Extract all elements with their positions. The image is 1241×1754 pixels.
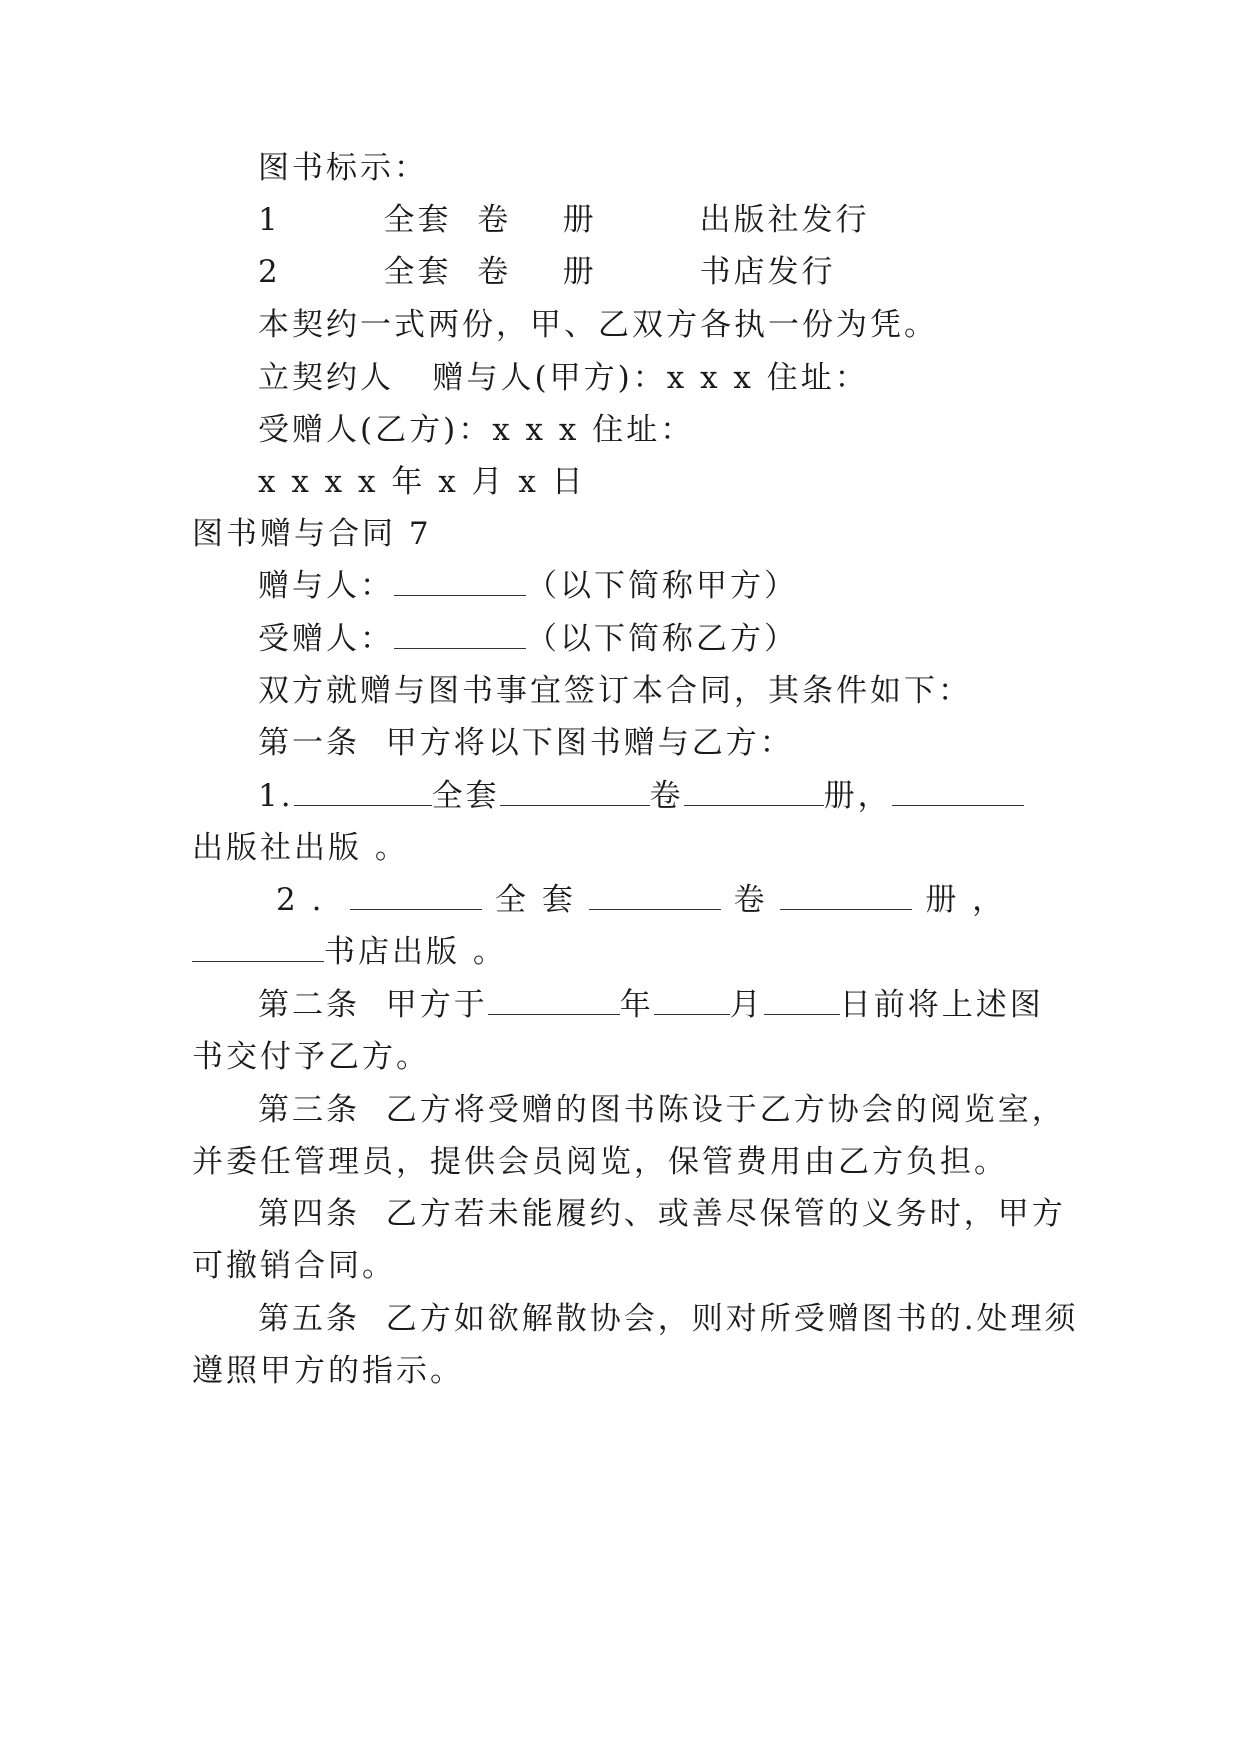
book-label-heading: 图书标示： — [258, 150, 428, 186]
year-blank — [488, 986, 620, 1015]
item-2-blank-b — [589, 881, 721, 910]
article-1-item-2-store — [192, 932, 507, 972]
month-label: 月 — [729, 987, 764, 1023]
item-2-store: 书店出版 。 — [324, 934, 507, 970]
item-2-set: 全 套 — [495, 882, 576, 918]
month-blank — [654, 986, 730, 1015]
donee-line: 受赠人(乙方)：x x x 住址： — [258, 412, 695, 448]
article-5: 第五条 乙方如欲解散协会，则对所受赠图书的.处理须 — [258, 1301, 1079, 1337]
donor-label: 赠与人： — [258, 568, 394, 604]
article-3: 第三条 乙方将受赠的图书陈设于乙方协会的阅览室， — [258, 1092, 1066, 1128]
article-2 — [258, 985, 1044, 1025]
copies-clause: 本契约一式两份，甲、乙双方各执一份为凭。 — [258, 307, 938, 343]
item-1-blank-a — [294, 777, 432, 806]
article-1-item-2 — [276, 880, 1006, 920]
article-1: 第一条 甲方将以下图书赠与乙方： — [258, 725, 794, 761]
donor-line: 立契约人 赠与人(甲方)：x x x 住址： — [258, 360, 869, 396]
item-2-volume: 卷 — [733, 882, 768, 918]
donee-alias: （以下简称乙方） — [526, 621, 798, 657]
item-1-copy: 册， — [823, 778, 892, 814]
item-2-blank-d — [192, 933, 324, 962]
article-2-text: 第二条 甲方于 — [258, 987, 488, 1023]
contract-title: 图书赠与合同 7 — [192, 516, 432, 552]
item-2-blank-c — [780, 881, 912, 910]
donee-field-line — [258, 619, 798, 659]
donee-label: 受赠人： — [258, 621, 394, 657]
item-2-copy: 册 ， — [925, 882, 1007, 918]
donor-blank — [394, 567, 526, 596]
item-1-blank-d — [892, 777, 1024, 806]
item-1-blank-b — [500, 777, 650, 806]
item-1-volume: 卷 — [649, 778, 684, 814]
article-1-item-1 — [258, 776, 1024, 816]
article-3-cont: 并委任管理员，提供会员阅览，保管费用由乙方负担。 — [192, 1144, 1008, 1180]
article-2-cont: 书交付予乙方。 — [192, 1039, 430, 1075]
item-2-number: 2 . — [276, 882, 325, 918]
article-5-cont: 遵照甲方的指示。 — [192, 1353, 464, 1389]
date-line: x x x x 年 x 月 x 日 — [258, 464, 586, 500]
item-1-set: 全套 — [431, 778, 500, 814]
book-item-2: 2 全套 卷 册 书店发行 — [258, 254, 836, 290]
article-1-item-1-publisher: 出版社出版 。 — [192, 830, 409, 866]
item-2-blank-a — [350, 881, 482, 910]
book-item-1: 1 全套 卷 册 出版社发行 — [258, 202, 870, 238]
year-label: 年 — [619, 987, 654, 1023]
donor-field-line — [258, 566, 798, 606]
donor-alias: （以下简称甲方） — [526, 568, 798, 604]
item-1-number: 1. — [258, 778, 294, 814]
day-blank — [764, 986, 840, 1015]
day-label: 日前将上述图 — [839, 987, 1044, 1023]
donee-blank — [394, 620, 526, 649]
article-4-cont: 可撤销合同。 — [192, 1248, 396, 1284]
item-1-blank-c — [684, 777, 824, 806]
preamble: 双方就赠与图书事宜签订本合同，其条件如下： — [258, 673, 972, 709]
article-4: 第四条 乙方若未能履约、或善尽保管的义务时，甲方 — [258, 1196, 1066, 1232]
